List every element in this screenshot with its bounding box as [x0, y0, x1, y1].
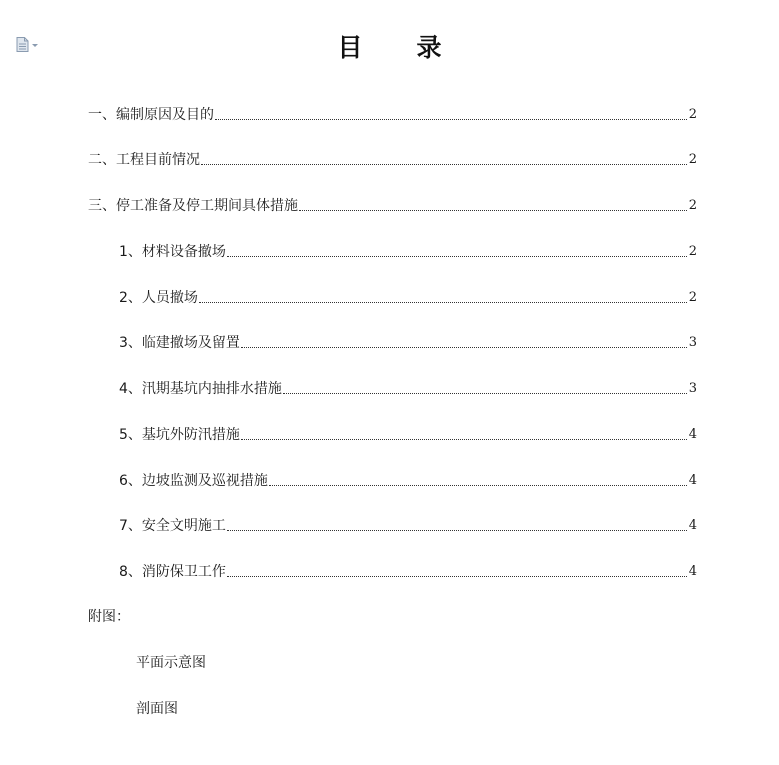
dot-leader	[227, 576, 687, 577]
toc-entry-page: 2	[688, 244, 697, 259]
toc-entry-label: 2、人员撤场	[119, 290, 198, 306]
dot-leader	[215, 119, 687, 120]
toc-entry-page: 4	[688, 473, 697, 488]
dot-leader	[227, 256, 687, 257]
toc-subentry[interactable]	[119, 563, 697, 581]
dot-leader	[269, 485, 687, 486]
toc-entry-label: 4、汛期基坑内抽排水措施	[119, 381, 282, 397]
toc-entry-page: 4	[688, 427, 697, 442]
toc-subentry[interactable]	[119, 517, 697, 535]
toc-entry[interactable]	[88, 151, 697, 169]
toc-entry-label: 8、消防保卫工作	[119, 564, 226, 580]
appendix-item: 平面示意图	[136, 655, 206, 671]
toc-entry-page: 2	[688, 290, 697, 305]
toc-entry[interactable]	[88, 197, 697, 215]
toc-entry-label: 二、工程目前情况	[88, 152, 200, 168]
dot-leader	[199, 302, 687, 303]
toc-subentry[interactable]	[119, 472, 697, 490]
toc-entry-label: 7、安全文明施工	[119, 518, 226, 534]
dot-leader	[227, 530, 687, 531]
toc-entry-label: 三、停工准备及停工期间具体措施	[88, 198, 298, 214]
title-char-1: 目	[337, 33, 363, 62]
toc-subentry[interactable]	[119, 289, 697, 307]
dot-leader	[241, 439, 687, 440]
toc-subentry[interactable]	[119, 243, 697, 261]
dot-leader	[201, 164, 687, 165]
toc-entry-page: 3	[688, 381, 697, 396]
toc-subentry[interactable]	[119, 334, 697, 352]
toc-entry-page: 2	[688, 198, 697, 213]
title-char-2: 录	[416, 33, 442, 62]
toc-entry-label: 一、编制原因及目的	[88, 107, 214, 123]
dot-leader	[283, 393, 687, 394]
toc-entry-page: 2	[688, 152, 697, 167]
dot-leader	[299, 210, 687, 211]
appendix-heading: 附图：	[88, 609, 130, 625]
toc-subentry[interactable]	[119, 380, 697, 398]
toc-entry-label: 6、边坡监测及巡视措施	[119, 473, 268, 489]
toc-entry-label: 3、临建撤场及留置	[119, 335, 240, 351]
toc-entry-page: 2	[688, 107, 697, 122]
toc-entry-label: 1、材料设备撤场	[119, 244, 226, 260]
toc-entry-page: 4	[688, 518, 697, 533]
dot-leader	[241, 347, 687, 348]
toc-entry[interactable]	[88, 106, 697, 124]
toc-entry-page: 3	[688, 335, 697, 350]
appendix-item: 剖面图	[136, 701, 178, 717]
page-title	[0, 28, 779, 64]
toc-subentry[interactable]	[119, 426, 697, 444]
toc-entry-page: 4	[688, 564, 697, 579]
toc-entry-label: 5、基坑外防汛措施	[119, 427, 240, 443]
